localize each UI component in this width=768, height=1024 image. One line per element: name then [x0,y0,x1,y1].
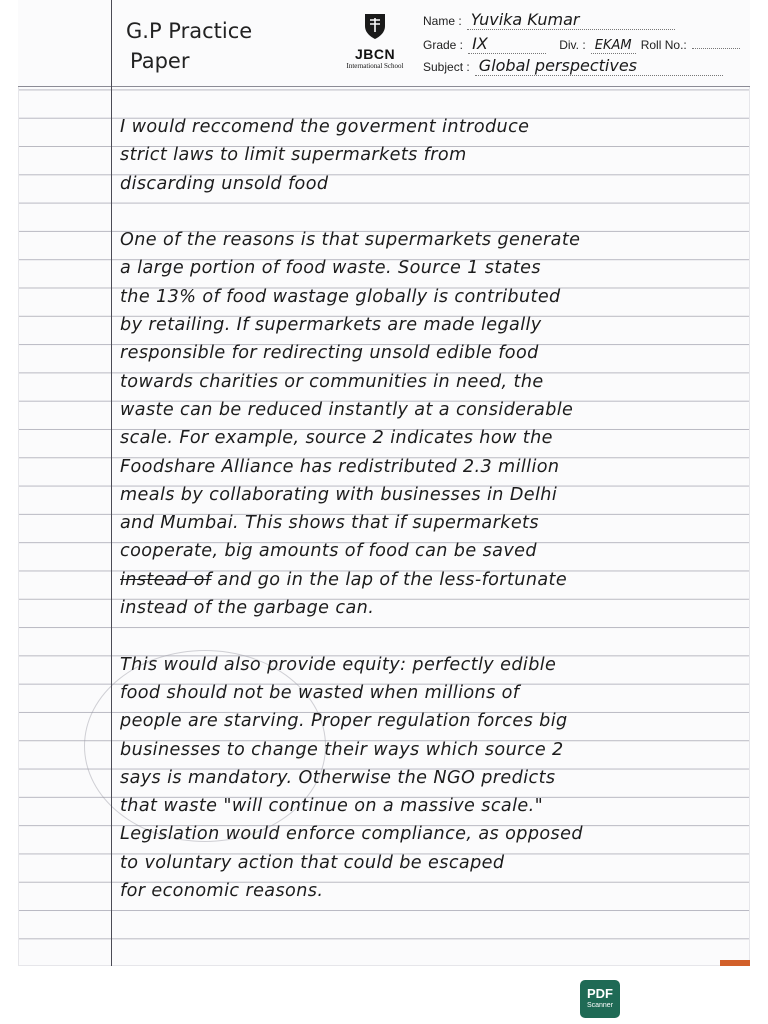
badge-title: PDF [587,986,613,1001]
struck-out-text: instead of [120,569,212,590]
essay-line: people are starving. Proper regulation forces big [120,711,568,732]
subject-value: Global perspectives [475,56,723,76]
essay-line: Foodshare Alliance has redistributed 2.3 million [120,456,560,477]
page-edge-corner [720,960,750,966]
essay-line: says is mandatory. Otherwise the NGO predicts [120,767,556,788]
essay-line: One of the reasons is that supermarkets generate [120,230,581,251]
badge-subtitle: Scanner [586,1002,614,1009]
roll-value [692,48,740,49]
essay-line: This would also provide equity: perfectly edible [120,654,557,675]
essay-line: businesses to change their ways which source 2 [120,739,564,760]
grade-label: Grade : [423,38,464,52]
name-label: Name : [423,14,462,28]
essay-line: the 13% of food wastage globally is contributed [120,286,561,307]
essay-line: and Mumbai. This shows that if supermarkets [120,513,539,534]
school-logo [340,12,410,70]
essay-line: by retailing. If supermarkets are made legally [120,315,542,336]
essay-line: meals by collaborating with businesses in Delhi [120,484,558,505]
essay-line: I would reccomend the goverment introduce [120,117,530,137]
subject-label: Subject : [423,60,470,74]
roll-label: Roll No.: [640,38,687,52]
title-line-1: G.P Practice [126,19,253,43]
name-field [423,10,675,34]
title-line-2: Paper [130,49,190,73]
div-label: Div. : [559,38,586,52]
essay-line-rest: and go in the lap of the less-fortunate [211,569,568,590]
grade-field [423,34,740,58]
essay-body [120,113,740,905]
essay-line: waste can be reduced instantly at a considerable [120,399,574,420]
logo-wordmark: JBCN [354,46,396,62]
essay-line: responsible for redirecting unsold edible food [120,343,539,364]
paper-title [126,16,252,76]
essay-line: scale. For example, source 2 indicates how the [120,428,553,449]
shield-icon [363,12,387,40]
essay-line: discarding unsold food [120,173,329,194]
essay-line: a large portion of food waste. Source 1 states [120,258,541,279]
essay-line: cooperate, big amounts of food can be saved [120,541,537,562]
essay-line: food should not be wasted when millions of [120,682,520,703]
page-header [18,0,750,86]
essay-line: to voluntary action that could be escaped [120,852,505,873]
name-value: Yuvika Kumar [467,10,675,30]
essay-line: strict laws to limit supermarkets from [120,145,467,166]
margin-line [111,0,112,966]
subject-field [423,56,723,80]
logo-subtitle: International School [346,62,404,70]
essay-line: for economic reasons. [120,881,324,902]
essay-line: towards charities or communities in need, the [120,371,544,392]
essay-line: that waste "will continue on a massive scale." [120,796,544,817]
essay-line [120,566,740,594]
essay-line: instead of the garbage can. [120,598,375,619]
header-divider [18,86,750,87]
pdf-scanner-badge[interactable] [580,980,620,1018]
essay-line: Legislation would enforce compliance, as opposed [120,824,583,845]
div-value: EKAM [591,38,636,54]
grade-value: IX [468,34,546,54]
